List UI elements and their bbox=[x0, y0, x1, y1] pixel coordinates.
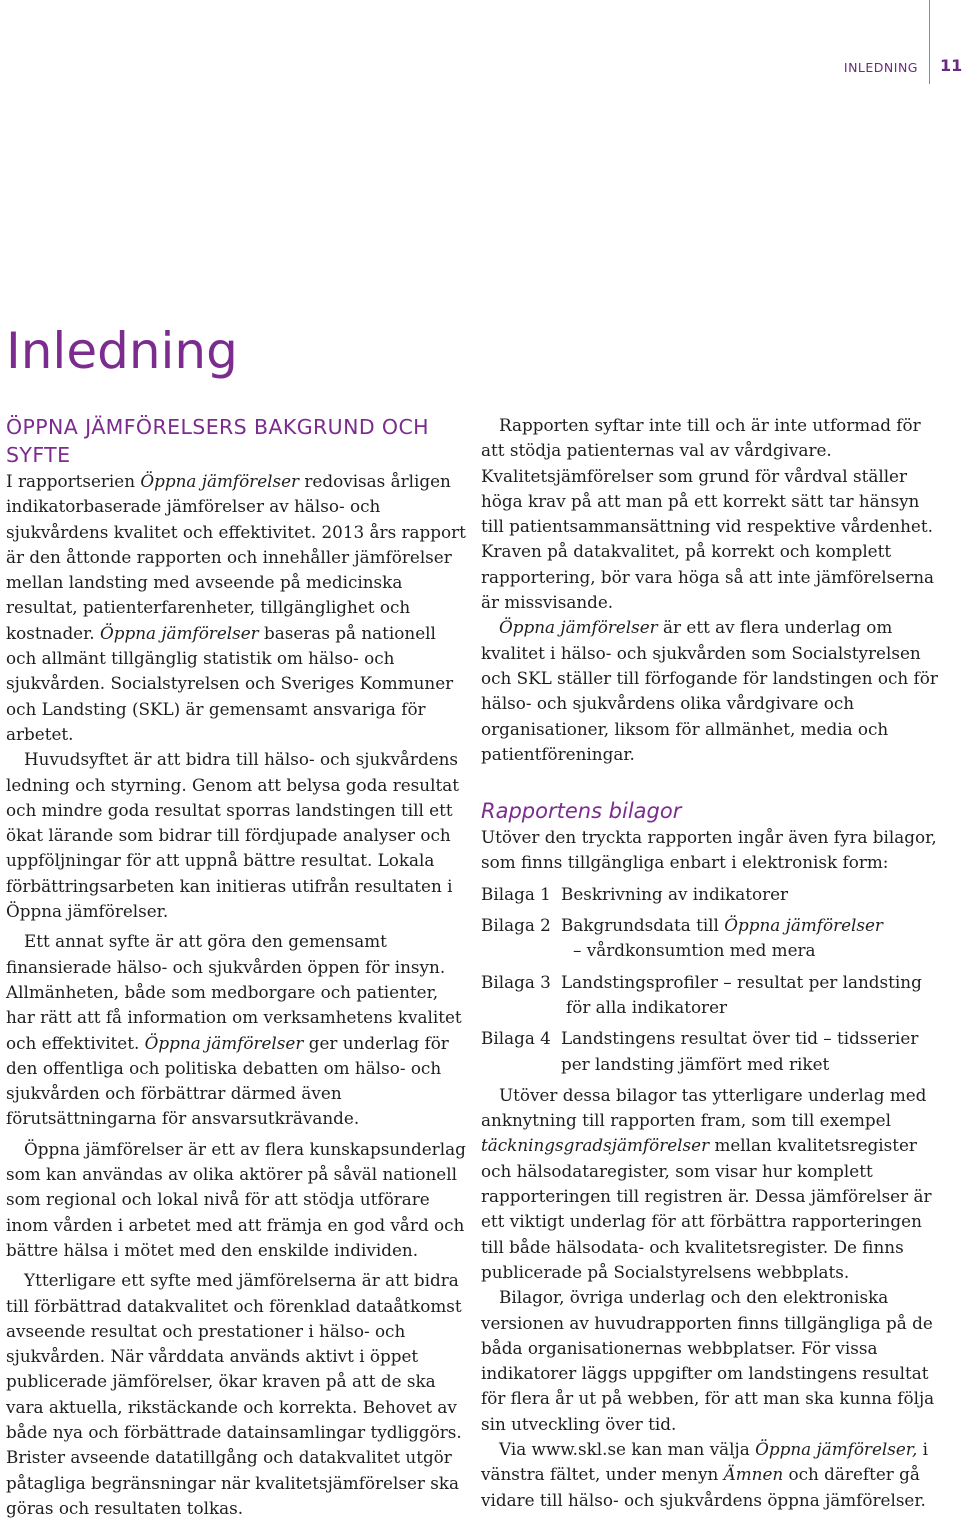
left-column bbox=[6, 413, 466, 1521]
text-run: Beskrivning av indikatorer bbox=[561, 883, 789, 904]
text-run: är ett av flera underlag om kvalitet i hälso- och sjukvården som Socialstyrelsen och SKL ställer till förfogande för landstingen och för hälso- och sjukvårdens olika vårdgivare och organisationer, liksom för allmänhet, media och patientföreningar. bbox=[481, 617, 938, 764]
appendix-description bbox=[561, 913, 941, 964]
appendix-list bbox=[481, 882, 941, 1077]
emphasis-series-name: Öppna jämförelser bbox=[724, 915, 883, 936]
emphasis-series-name: Öppna jämförelser bbox=[99, 622, 259, 643]
text-run: I rapportserien bbox=[6, 471, 141, 491]
text-run: Ett annat syfte är att göra den gemensamt finansierade hälso- och sjukvården öppen för insyn. Allmänheten, både som medborgare och patienter, har rätt att få information om verksamhetens kvalitet och effektivitet. bbox=[6, 931, 462, 1053]
paragraph-website-navigation bbox=[481, 1437, 941, 1513]
chapter-title: Inledning bbox=[6, 322, 238, 380]
text-run: per landsting jämfört med riket bbox=[561, 1053, 830, 1074]
appendix-description bbox=[561, 1026, 941, 1077]
text-run: – vårdkonsumtion med mera bbox=[573, 940, 816, 961]
emphasis-series-name: Öppna jämförelser bbox=[144, 1032, 304, 1053]
emphasis-menu-name: Ämnen bbox=[723, 1464, 784, 1485]
text-run: ger underlag för den offentliga och politiska debatten om hälso- och sjukvården och förbättrar därmed även förutsättningarna för ansvarsutkrävande. bbox=[6, 1032, 449, 1129]
paragraph-intro bbox=[6, 469, 466, 747]
header-divider bbox=[929, 0, 930, 84]
text-run: mellan kvalitetsregister och hälsodataregister, som visar hur komplett rapporteringen till registren är. Dessa jämförelser är ett viktigt underlag för att förbättra rapporteringen till både hälsodata- och kvalitetsregister. De finns publicerade på Socialstyrelsens webbplats. bbox=[481, 1135, 932, 1282]
appendix-description bbox=[561, 882, 941, 907]
text-run: baseras på nationell och allmänt tillgänglig statistik om hälso- och sjukvården. Socialstyrelsen och Sveriges Kommuner och Landsting (SKL) är gemensamt ansvariga för arbetet. bbox=[6, 622, 454, 744]
subheading-appendices: Rapportens bilagor bbox=[481, 799, 682, 824]
paragraph-knowledge-basis: Öppna jämförelser är ett av flera kunskapsunderlag som kan användas av olika aktörer på såväl nationell som regional och lokal nivå för att stödja utförare inom vården i arbetet med att främja en god vård och bättre hälsa i mötet med den enskilde individen. bbox=[6, 1138, 466, 1260]
emphasis-series-name: Öppna jämförelser bbox=[499, 617, 658, 638]
page-number: 11 bbox=[940, 56, 962, 75]
text-run: Utöver dessa bilagor tas ytterligare underlag med anknytning till rapporten fram, som till exempel bbox=[481, 1084, 927, 1131]
appendix-label: Bilaga 3 bbox=[481, 971, 551, 992]
text-run: Landstingsprofiler – resultat per landsting bbox=[561, 971, 922, 992]
appendix-label: Bilaga 4 bbox=[481, 1028, 551, 1049]
paragraph-appendices-intro: Utöver den tryckta rapporten ingår även fyra bilagor, som finns tillgängliga enbart i elektronisk form: bbox=[481, 827, 937, 873]
running-head-section: INLEDNING bbox=[843, 60, 918, 75]
appendix-item bbox=[481, 882, 941, 907]
emphasis-series-name: Öppna jämförelser bbox=[140, 471, 300, 491]
text-run: Landstingens resultat över tid – tidsserier bbox=[561, 1028, 919, 1049]
appendix-item bbox=[481, 913, 941, 964]
appendix-item bbox=[481, 970, 941, 1021]
paragraph-transparency bbox=[6, 929, 466, 1131]
text-run: i vänstra fältet, under menyn bbox=[481, 1438, 928, 1485]
emphasis-term: täckningsgradsjämförelser bbox=[481, 1135, 710, 1156]
appendix-item bbox=[481, 1026, 941, 1077]
text-run: och därefter gå vidare till hälso- och sjukvårdens öppna jämförelser. bbox=[481, 1464, 926, 1510]
text-run: Via www.skl.se kan man välja bbox=[499, 1438, 756, 1459]
paragraph-not-for-choice: Rapporten syftar inte till och är inte utformad för att stödja patienternas val av vårdgivare. Kvalitetsjämförelser som grund för vårdval ställer höga krav på att man på ett korrekt sätt tar hänsyn till patientsammansättning vid respektive vårdenhet. Kraven på datakvalitet, på korrekt och komplett rapportering, bör vara höga så att inte jämförelserna är missvisande. bbox=[481, 415, 935, 613]
section-heading: ÖPPNA JÄMFÖRELSERS BAKGRUND OCH SYFTE bbox=[6, 415, 429, 467]
paragraph-electronic-version: Bilagor, övriga underlag och den elektroniska versionen av huvudrapporten finns tillgängliga på de båda organisationernas webbplatser. För vissa indikatorer läggs uppgifter om landstingens resultat för flera år ut på webben, för att man ska kunna följa sin utveckling över tid. bbox=[481, 1287, 935, 1434]
right-column bbox=[481, 413, 941, 1513]
paragraph-main-purpose: Huvudsyftet är att bidra till hälso- och sjukvårdens ledning och styrning. Genom att belysa goda resultat och mindre goda resultat sporras landstingen till ett ökat lärande som bidrar till fördjupade analyser och uppföljningar för att uppnå bättre resultat. Lokala förbättringsarbeten kan initieras utifrån resultaten i Öppna jämförelser. bbox=[6, 749, 459, 922]
text-run: för alla indikatorer bbox=[566, 996, 728, 1017]
paragraph-data-quality: Ytterligare ett syfte med jämförelserna är att bidra till förbättrad datakvalitet och förenklad dataåtkomst avseende resultat och prestationer i hälso- och sjukvården. När vårddata används aktivt i öppet publicerade jämförelser, ökar kraven på att de ska vara aktuella, rikstäckande och korrekta. Behovet av både nya och förbättrade datainsamlingar tydliggörs. Brister avseende datatillgång och datakvalitet utgör påtagliga begränsningar när kvalitetsjämförelser ska göras och resultaten tolkas. bbox=[6, 1270, 462, 1518]
appendix-label: Bilaga 2 bbox=[481, 915, 551, 936]
text-run: redovisas årligen indikatorbaserade jämförelser av hälso- och sjukvårdens kvalitet och effektivitet. 2013 års rapport är den åttonde rapporten och innehåller jämförelser mellan landsting med avseende på medicinska resultat, patienterfarenheter, tillgänglighet och kostnader. bbox=[6, 471, 466, 643]
emphasis-series-name: Öppna jämförelser, bbox=[755, 1438, 918, 1459]
appendix-description bbox=[561, 970, 941, 1021]
appendix-label: Bilaga 1 bbox=[481, 883, 551, 904]
paragraph-additional-material bbox=[481, 1083, 941, 1285]
paragraph-one-of-several bbox=[481, 615, 941, 767]
text-run: Bakgrundsdata till bbox=[561, 915, 725, 936]
